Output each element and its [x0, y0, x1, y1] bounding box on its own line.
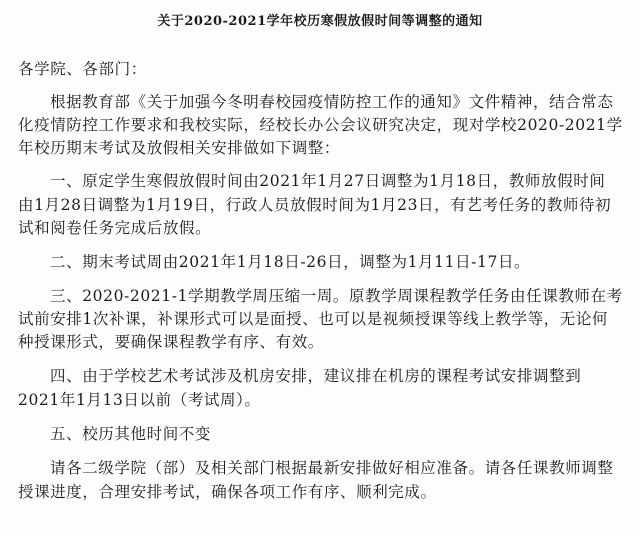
salutation: 各学院、各部门： — [18, 60, 147, 78]
paragraph-line: 化疫情防控工作要求和我校实际，经校长办公会议研究决定，现对学校2020-2021学 — [18, 116, 623, 134]
paragraph-line: 四、由于学校艺术考试涉及机房安排，建议排在机房的课程考试安排调整到 — [50, 367, 582, 385]
paragraph-line: 试前安排1次补课，补课形式可以是面授、也可以是视频授课等线上教学等，无论何 — [18, 310, 609, 328]
paragraph-line: 三、2020-2021-1学期教学周压缩一周。原教学周课程教学任务由任课教师在考 — [50, 287, 623, 305]
paragraph-line: 年校历期末考试及放假相关安排做如下调整： — [18, 139, 341, 157]
paragraph-line: 2021年1月13日以前（考试周）。 — [18, 391, 261, 409]
paragraph-line: 试和阅卷任务完成后放假。 — [18, 219, 212, 237]
paragraph-line: 请各二级学院（部）及相关部门根据最新安排做好相应准备。请各任课教师调整 — [50, 459, 614, 477]
paragraph-line: 由1月28日调整为1月19日，行政人员放假时间为1月23日，有艺考任务的教师待初 — [18, 196, 612, 214]
notice-title: 关于2020-2021学年校历寒假放假时间等调整的通知 — [157, 14, 483, 29]
paragraph-line: 一、原定学生寒假放假时间由2021年1月27日调整为1月18日，教师放假时间 — [50, 172, 606, 190]
paragraph-line: 二、期末考试周由2021年1月18日-26日，调整为1月11日-17日。 — [50, 253, 531, 271]
paragraph-line: 根据教育部《关于加强今冬明春校园疫情防控工作的通知》文件精神，结合常态 — [50, 93, 614, 111]
paragraph-line: 五、校历其他时间不变 — [50, 425, 212, 443]
paragraph-line: 种授课形式，要确保课程教学有序、有效。 — [18, 333, 324, 351]
paragraph-line: 授课进度，合理安排考试，确保各项工作有序、顺利完成。 — [18, 483, 437, 501]
